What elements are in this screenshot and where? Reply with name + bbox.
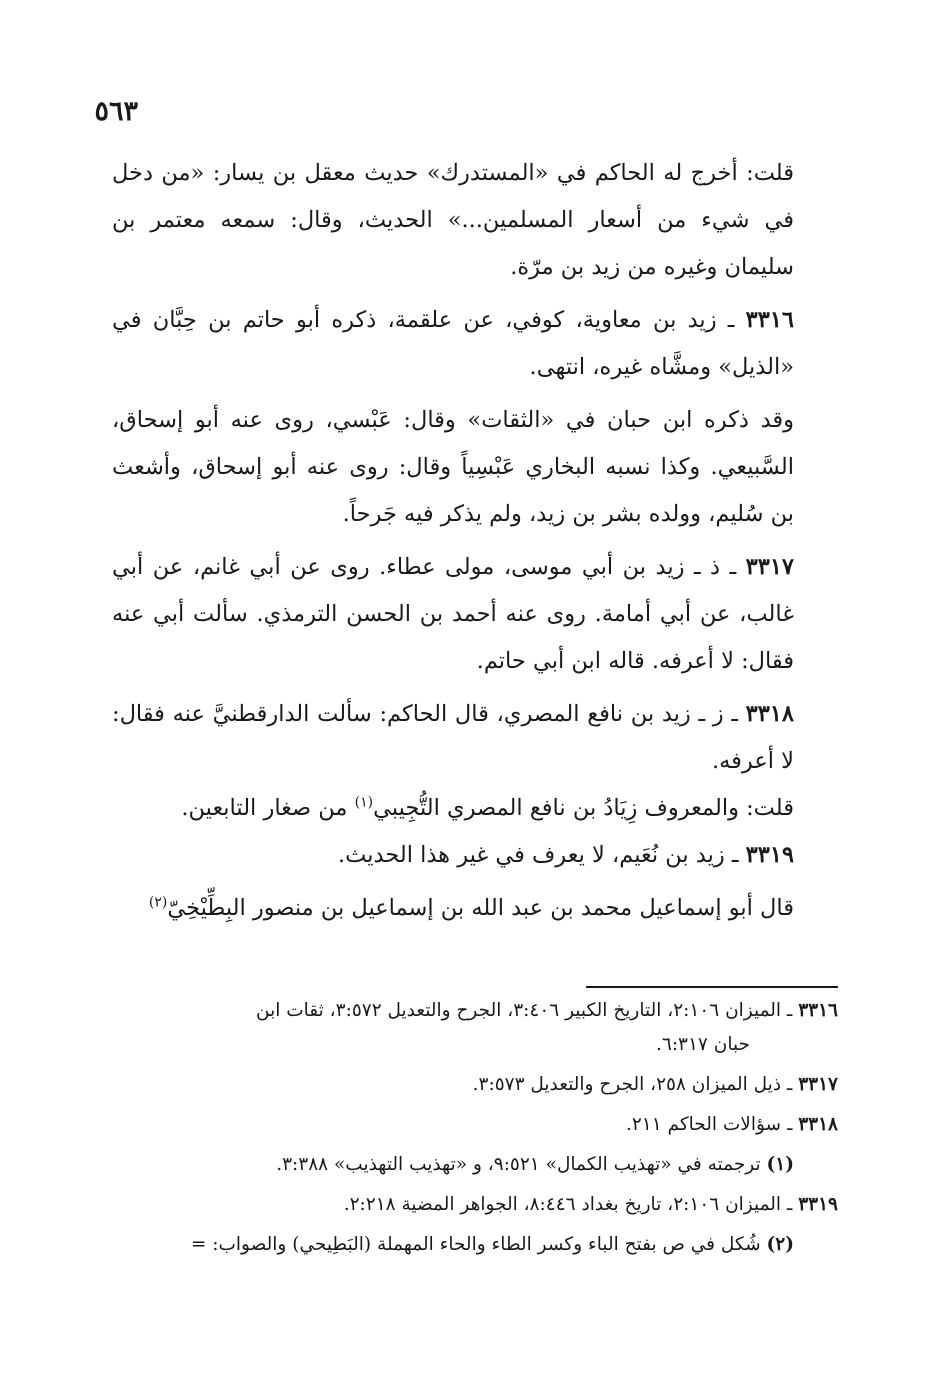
paragraph-text: قال أبو إسماعيل محمد بن عبد الله بن إسماعيل بن منصور البِطِّيْخِيّ xyxy=(167,895,794,921)
footnote-number: ٣٣١٧ xyxy=(798,1074,838,1095)
entry-3318 xyxy=(112,691,838,785)
footnote-text: ـ سؤالات الحاكم ٢١١. xyxy=(625,1114,793,1135)
footnote-number: ٣٣١٩ xyxy=(798,1194,838,1215)
footnote-number: (٢) xyxy=(766,1234,794,1255)
footnote-number: ٣٣١٦ xyxy=(798,1000,838,1021)
footnote-text: شُكل في ص بفتح الباء وكسر الطاء والحاء المهملة (البَطِيحي) والصواب: = xyxy=(190,1234,761,1255)
footnote-separator xyxy=(586,986,838,988)
footnote-3319 xyxy=(112,1188,838,1222)
page-number: ٥٦٣ xyxy=(94,96,138,127)
entry-text: ـ ذ ـ زيد بن أبي موسى، مولى عطاء. روى عن أبي غانم، عن أبي غالب، عن أبي أمامة. روى عنه أحمد بن الحسن الترمذي. سألت أبي عنه فقال: لا أعرفه. قاله ابن أبي حاتم. xyxy=(112,554,794,674)
footnote-3317 xyxy=(112,1068,838,1102)
footnote-2 xyxy=(112,1228,838,1262)
paragraph-text: قلت: أخرج له الحاكم في «المستدرك» حديث معقل بن يسار: «من دخل في شيء من أسعار المسلمين...» الحديث، وقال: سمعه معتمر بن سليمان وغيره من زيد بن مرّة. xyxy=(112,160,794,280)
entry-text: ـ زيد بن نُعَيم، لا يعرف في غير هذا الحديث. xyxy=(338,842,739,868)
footnote-3318 xyxy=(112,1108,838,1142)
paragraph-3318-comment xyxy=(112,785,838,832)
entry-text: ـ ز ـ زيد بن نافع المصري، قال الحاكم: سألت الدارقطنيَّ عنه فقال: لا أعرفه. xyxy=(112,701,794,774)
footnote-marker-1[interactable]: (١) xyxy=(354,794,374,811)
paragraph-text: وقد ذكره ابن حبان في «الثقات» وقال: عَبْسي، روى عنه أبو إسحاق، السَّبيعي. وكذا نسبه البخاري عَبْسِياً وقال: روى عنه أبو إسحاق، وأشعث بن سُليم، وولده بشر بن زيد، ولم يذكر فيه جَرحاً. xyxy=(112,407,794,527)
footnote-number: ٣٣١٨ xyxy=(798,1114,838,1135)
paragraph-note-qult xyxy=(112,150,838,291)
footnote-continuation: حبان ٦:٣١٧. xyxy=(656,1034,750,1055)
footnote-text: ترجمته في «تهذيب الكمال» ٩:٥٢١، و «تهذيب التهذيب» ٣:٣٨٨. xyxy=(276,1154,761,1175)
footnote-text: ـ الميزان ٢:١٠٦، تاريخ بغداد ٨:٤٤٦، الجواهر المضية ٢:٢١٨. xyxy=(343,1194,793,1215)
entry-3316 xyxy=(112,297,838,391)
entry-text: ـ زيد بن معاوية، كوفي، عن علقمة، ذكره أبو حاتم بن حِبَّان في «الذيل» ومشَّاه غيره، انتهى. xyxy=(112,307,794,380)
footnote-1 xyxy=(112,1148,838,1182)
footnote-text: ـ الميزان ٢:١٠٦، التاريخ الكبير ٣:٤٠٦، الجرح والتعديل ٣:٥٧٢، ثقات ابن xyxy=(255,1000,793,1021)
entry-number: ٣٣١٧ xyxy=(745,554,794,580)
footnote-text: ـ ذيل الميزان ٢٥٨، الجرح والتعديل ٣:٥٧٣. xyxy=(472,1074,793,1095)
entry-number: ٣٣١٦ xyxy=(745,307,794,333)
entry-number: ٣٣١٨ xyxy=(745,701,795,727)
entry-number: ٣٣١٩ xyxy=(745,842,794,868)
main-text xyxy=(112,150,838,938)
paragraph-last xyxy=(112,885,838,932)
entry-3317 xyxy=(112,544,838,685)
footnote-3316 xyxy=(112,994,838,1062)
footnote-number: (١) xyxy=(766,1154,794,1175)
footnote-marker-2[interactable]: (٢) xyxy=(148,894,168,911)
paragraph-text: قلت: والمعروف زِيَادُ بن نافع المصري التُّجِيبي xyxy=(373,795,794,821)
paragraph-text-end: من صغار التابعين. xyxy=(181,795,355,821)
paragraph-3316-comment xyxy=(112,397,838,538)
footnotes xyxy=(112,994,838,1268)
entry-3319 xyxy=(112,832,838,879)
